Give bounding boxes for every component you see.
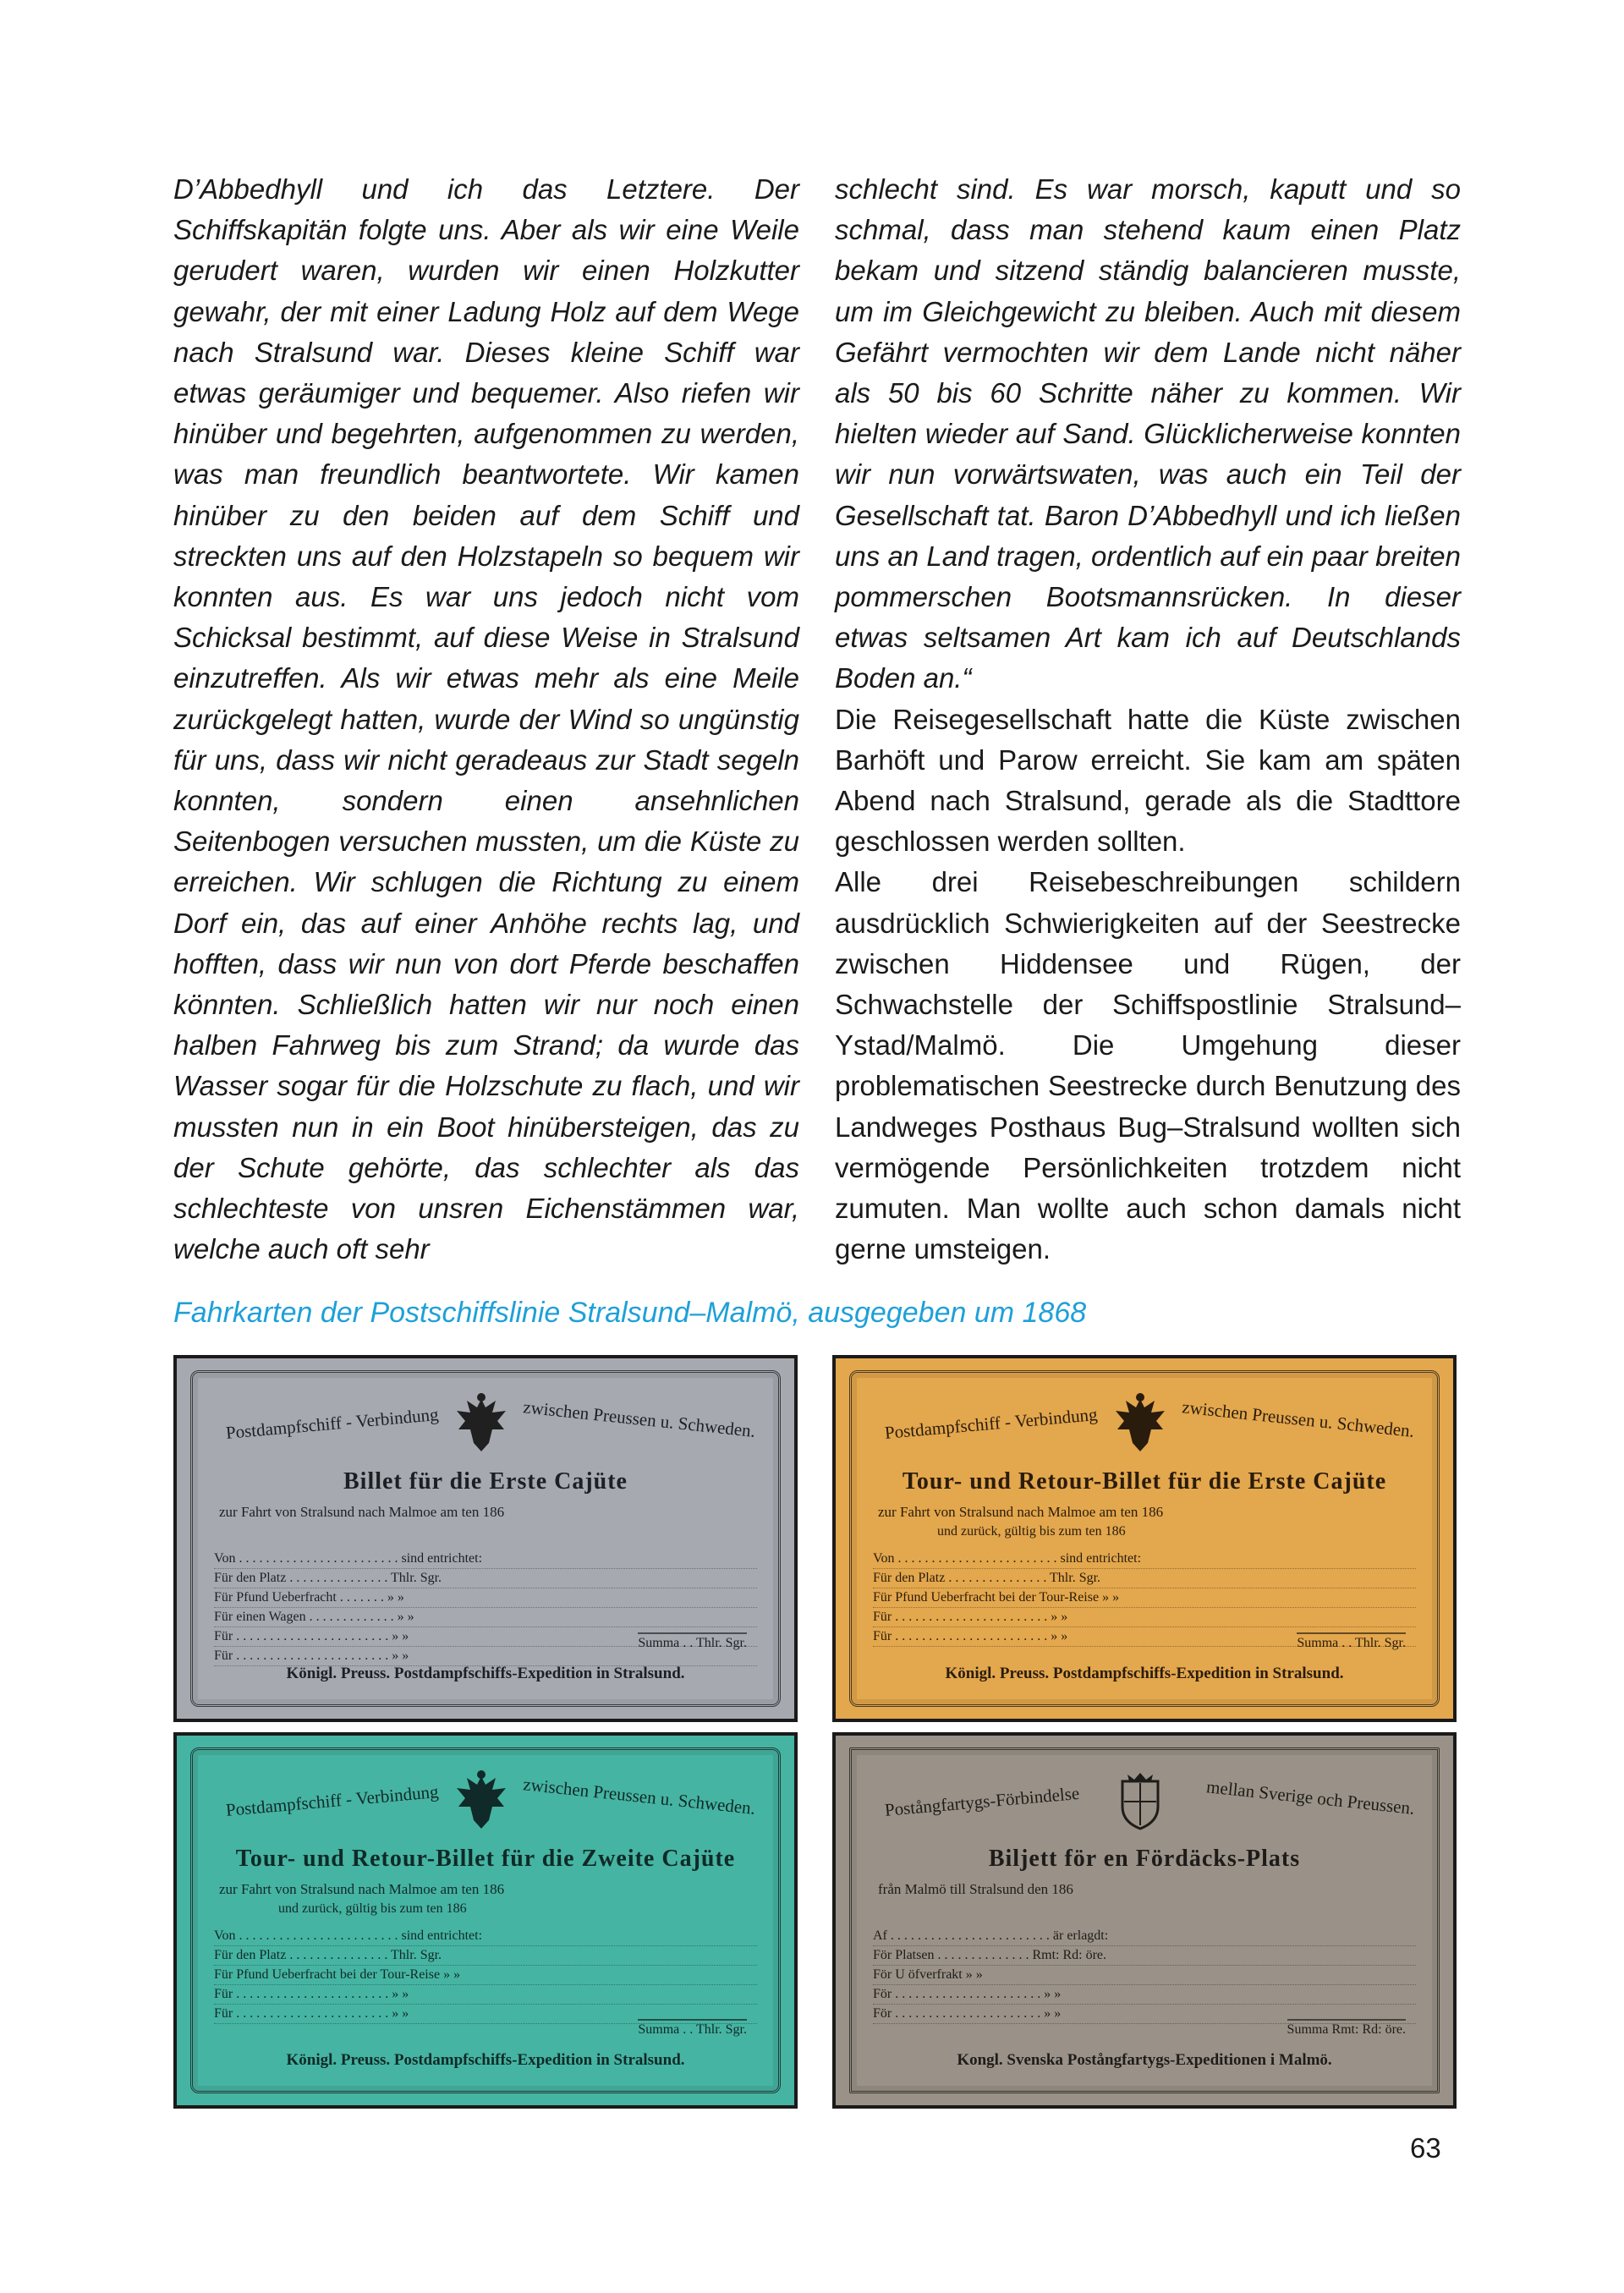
quote-paragraph-right: schlecht sind. Es war morsch, kaputt und so schmal, dass man stehend kaum einen Platz bekam und sitzend ständig balancieren musste, um im Gleichgewicht zu bleiben. Auch mit diesem Gefährt vermochten wir dem Lande nicht näher als 50 bis 60 Schritte näher zu kommen. Wir hielten wieder auf Sand. Glücklicherweise konnten wir nun vorwärtswaten, was auch ein Teil der Gesellschaft tat. Baron D’Abbedhyll und ich ließen uns an Land tragen, ordentlich auf ein paar breiten pommerschen Bootsmannsrücken. In dieser etwas seltsamen Art kam ich auf Deutschlands Boden an.“ bbox=[835, 173, 1461, 694]
quote-paragraph-left: D’Abbedhyll und ich das Letztere. Der Schiffskapitän folgte uns. Aber als wir eine Weile gerudert waren, wurden wir einen Holzkutter gewahr, der mit einer Ladung Holz auf dem Wege nach Stralsund war. Dieses kleine Schiff war etwas geräumiger und bequemer. Also riefen wir hinüber und begehrten, aufgenommen zu werden, was man freundlich beantwortete. Wir kamen hinüber zu den beiden auf dem Schiff und streckten uns auf den Holzstapeln so bequem wir konnten aus. Es war uns jedoch nicht vom Schicksal bestimmt, auf diese Weise in Stralsund einzutreffen. Als wir etwas mehr als eine Meile zurückgelegt hatten, wurde der Wind so ungünstig für uns, dass wir nicht geradeaus zur Stadt segeln konnten, sondern einen ansehnlichen Seitenbogen versuchen mussten, um die Küste zu erreichen. Wir schlugen die Richtung zu einem Dorf ein, das auf einer Anhöhe rechts lag, und hofften, dass wir nun von dort Pferde beschaffen könnten. Schließlich hatten wir nur noch einen halben Fahrweg bis zum Strand; da wurde das Wasser sogar für die Holzschute zu flach, und wir mussten nun in ein Boot hinübersteigen, das zu der Schute gehörte, das schlechter als das schlechteste von unsren Eichenstämmen war, welche auch oft sehr bbox=[173, 173, 799, 1265]
ticket-header-left: Postdampfschiff - Verbindung bbox=[883, 1404, 1099, 1443]
ticket-header bbox=[870, 1769, 1419, 1840]
ticket-fee-row: Für Pfund Ueberfracht bei der Tour-Reise » » bbox=[873, 1588, 1416, 1608]
ticket-route: zur Fahrt von Stralsund nach Malmoe am ten 186 bbox=[219, 1881, 505, 1897]
ticket-route: zur Fahrt von Stralsund nach Malmoe am ten 186 bbox=[878, 1504, 1164, 1520]
ticket-header-right: zwischen Preussen u. Schweden. bbox=[1181, 1396, 1416, 1441]
ticket-header bbox=[211, 1392, 760, 1463]
ticket-footer: Königl. Preuss. Postdampfschiffs-Expedition in Stralsund. bbox=[286, 1665, 685, 1682]
ticket-summa: Summa . . Thlr. Sgr. bbox=[638, 1632, 747, 1651]
text-column-right bbox=[835, 169, 1461, 1270]
ticket-summa: Summa . . Thlr. Sgr. bbox=[638, 2019, 747, 2038]
ticket-fee-row: Für Pfund Ueberfracht . . . . . . . » » bbox=[214, 1588, 757, 1608]
ticket-return: und zurück, gültig bis zum ten 186 bbox=[278, 1901, 467, 1916]
ticket-title: Tour- und Retour-Billet für die Erste Cajüte bbox=[902, 1468, 1387, 1495]
ticket-fee-row: Für den Platz . . . . . . . . . . . . . . . Thlr. Sgr. bbox=[873, 1569, 1416, 1588]
page-number: 63 bbox=[1410, 2132, 1441, 2164]
body-paragraph-1: Die Reisegesellschaft hatte die Küste zwischen Barhöft und Parow erreicht. Sie kam am späten Abend nach Stralsund, gerade als die Stadttore geschlossen werden sollten. bbox=[835, 703, 1461, 858]
ticket-footer: Kongl. Svenska Postångfartygs-Expeditionen i Malmö. bbox=[957, 2051, 1332, 2069]
ticket-fee-row: För Platsen . . . . . . . . . . . . . . Rmt: Rd: öre. bbox=[873, 1946, 1416, 1966]
ticket-fee-row: Für . . . . . . . . . . . . . . . . . . . . . . . » » bbox=[214, 2005, 757, 2024]
ticket-fee-row: Für Pfund Ueberfracht bei der Tour-Reise » » bbox=[214, 1966, 757, 1985]
ticket-route: zur Fahrt von Stralsund nach Malmoe am ten 186 bbox=[219, 1504, 505, 1520]
ticket-header bbox=[211, 1769, 760, 1840]
ticket-fee-row: Für . . . . . . . . . . . . . . . . . . . . . . . » » bbox=[214, 1627, 757, 1647]
swedish-crest-icon bbox=[1111, 1769, 1170, 1832]
ticket-fee-row: Für . . . . . . . . . . . . . . . . . . . . . . . » » bbox=[873, 1627, 1416, 1647]
ticket-footer: Königl. Preuss. Postdampfschiffs-Expedition in Stralsund. bbox=[286, 2051, 685, 2069]
ticket-fee-row: För . . . . . . . . . . . . . . . . . . . . . . » » bbox=[873, 2005, 1416, 2024]
ticket-header-left: Postdampfschiff - Verbindung bbox=[224, 1404, 440, 1443]
ticket-fee-row: Von . . . . . . . . . . . . . . . . . . . . . . . . sind entrichtet: bbox=[214, 1927, 757, 1946]
ticket-fee-row: Von . . . . . . . . . . . . . . . . . . . . . . . . sind entrichtet: bbox=[214, 1550, 757, 1569]
ticket-fee-row: Für . . . . . . . . . . . . . . . . . . . . . . . » » bbox=[214, 1647, 757, 1666]
ticket-fee-row: Von . . . . . . . . . . . . . . . . . . . . . . . . sind entrichtet: bbox=[873, 1550, 1416, 1569]
ticket-fee-row: Für . . . . . . . . . . . . . . . . . . . . . . . » » bbox=[214, 1985, 757, 2005]
ticket-summa: Summa . . Thlr. Sgr. bbox=[1297, 1632, 1406, 1651]
figure-caption: Fahrkarten der Postschiffslinie Stralsund–Malmö, ausgegeben um 1868 bbox=[173, 1297, 1087, 1329]
ticket-footer: Königl. Preuss. Postdampfschiffs-Expedition in Stralsund. bbox=[945, 1665, 1344, 1682]
ticket-header-right: zwischen Preussen u. Schweden. bbox=[522, 1396, 757, 1441]
ticket-fee-row: Af . . . . . . . . . . . . . . . . . . . . . . . . är erlagdt: bbox=[873, 1927, 1416, 1946]
ticket-title: Biljett för en Fördäcks-Plats bbox=[988, 1846, 1301, 1872]
ticket-tour-retour-zweite-cajuete bbox=[173, 1732, 798, 2109]
ticket-title: Billet für die Erste Cajüte bbox=[343, 1468, 628, 1495]
text-column-left bbox=[173, 169, 799, 1270]
ticket-erste-cajuete bbox=[173, 1355, 798, 1722]
ticket-return: und zurück, gültig bis zum ten 186 bbox=[937, 1524, 1126, 1539]
ticket-foerdaecks-plats bbox=[832, 1732, 1457, 2109]
ticket-tour-retour-erste-cajuete bbox=[832, 1355, 1457, 1722]
body-paragraph-2: Alle drei Reisebeschreibungen schildern ausdrücklich Schwierigkeiten auf der Seestrecke zwischen Hiddensee und Rügen, der Schwachstelle der Schiffspostlinie Stralsund–Ystad/Malmö. Die Umgehung dieser problematischen Seestrecke durch Benutzung des Landweges Posthaus Bug–Stralsund wollten sich vermögende Persönlichkeiten trotzdem nicht zumuten. Man wollte auch schon damals nicht gerne umsteigen. bbox=[835, 866, 1461, 1265]
ticket-fee-rows bbox=[873, 1927, 1416, 2024]
ticket-header bbox=[870, 1392, 1419, 1463]
ticket-fee-rows bbox=[214, 1927, 757, 2024]
ticket-header-right: mellan Sverige och Preussen. bbox=[1204, 1776, 1416, 1818]
ticket-summa: Summa Rmt: Rd: öre. bbox=[1287, 2019, 1406, 2038]
ticket-route: från Malmö till Stralsund den 186 bbox=[878, 1881, 1073, 1897]
prussian-eagle-icon bbox=[452, 1392, 511, 1455]
ticket-fee-row: För . . . . . . . . . . . . . . . . . . . . . . » » bbox=[873, 1985, 1416, 2005]
prussian-eagle-icon bbox=[1111, 1392, 1170, 1455]
ticket-header-right: zwischen Preussen u. Schweden. bbox=[522, 1774, 757, 1818]
prussian-eagle-icon bbox=[452, 1769, 511, 1832]
ticket-title: Tour- und Retour-Billet für die Zweite Cajüte bbox=[235, 1846, 736, 1872]
ticket-fee-row: Für den Platz . . . . . . . . . . . . . . . Thlr. Sgr. bbox=[214, 1946, 757, 1966]
ticket-fee-row: Für einen Wagen . . . . . . . . . . . . . » » bbox=[214, 1608, 757, 1627]
ticket-header-left: Postångfartygs-Förbindelse bbox=[883, 1782, 1081, 1820]
ticket-fee-row: Für den Platz . . . . . . . . . . . . . . . Thlr. Sgr. bbox=[214, 1569, 757, 1588]
ticket-header-left: Postdampfschiff - Verbindung bbox=[224, 1781, 440, 1820]
ticket-fee-row: För U öfverfrakt » » bbox=[873, 1966, 1416, 1985]
ticket-fee-row: Für . . . . . . . . . . . . . . . . . . . . . . . » » bbox=[873, 1608, 1416, 1627]
